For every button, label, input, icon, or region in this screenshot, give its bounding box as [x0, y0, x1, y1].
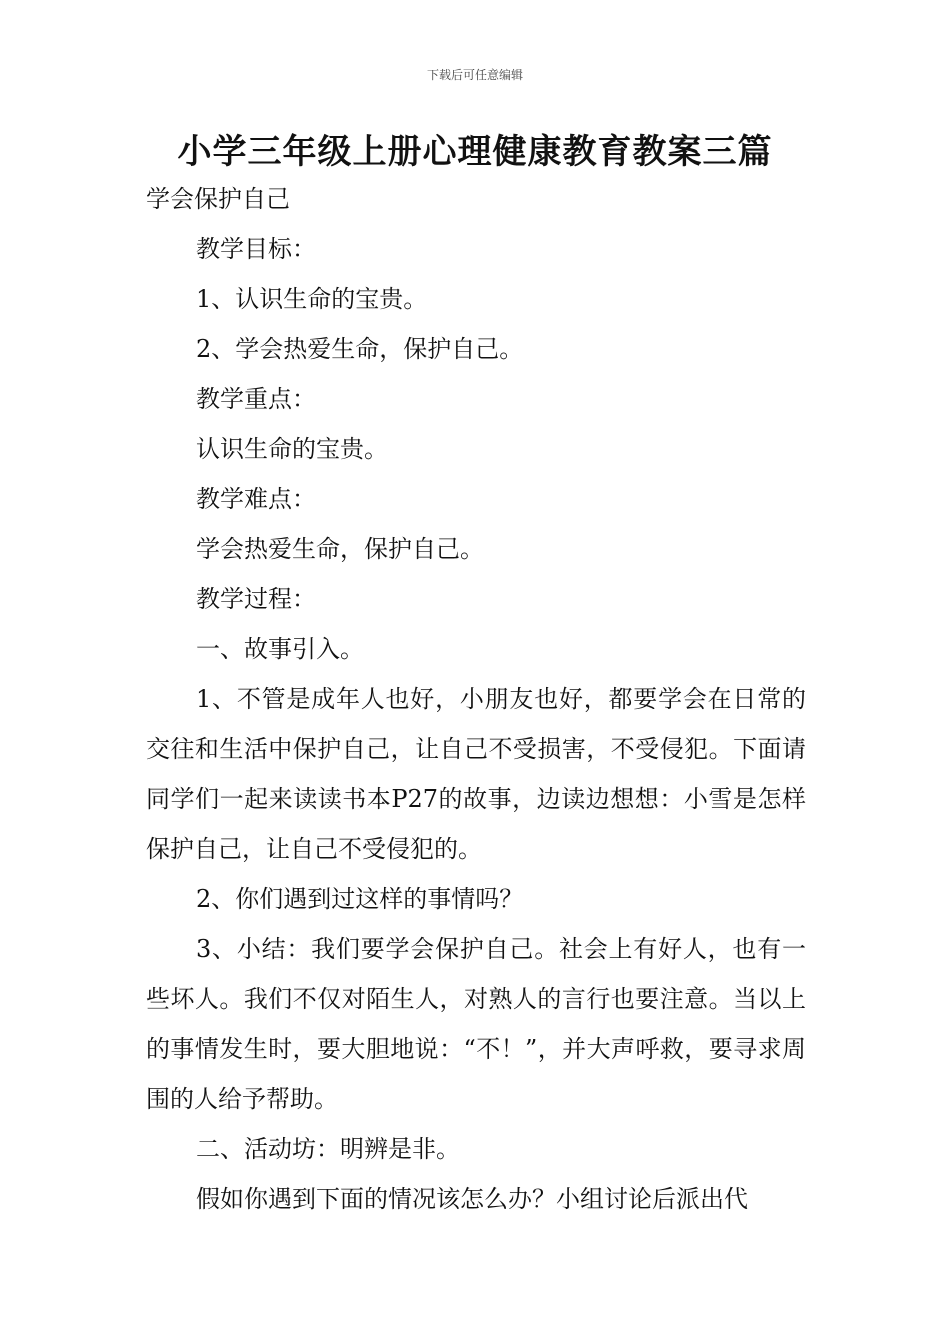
- paragraph: 3、小结：我们要学会保护自己。社会上有好人，也有一些坏人。我们不仅对陌生人，对熟人的言行也要注意。当以上的事情发生时，要大胆地说：“不！”，并大声呼救，要寻求周围的人给予帮助。: [146, 935, 806, 1113]
- section-heading: 学会保护自己: [146, 185, 290, 213]
- paragraph: 二、活动坊：明辨是非。: [196, 1135, 460, 1163]
- paragraph: 教学过程：: [196, 585, 316, 613]
- paragraph: 1、认识生命的宝贵。: [196, 285, 428, 313]
- paragraph: 假如你遇到下面的情况该怎么办？小组讨论后派出代: [196, 1185, 748, 1213]
- paragraph: 1、不管是成年人也好，小朋友也好，都要学会在日常的交往和生活中保护自己，让自己不受损害，不受侵犯。下面请同学们一起来读读书本P27的故事，边读边想想：小雪是怎样保护自己，让自己不受侵犯的。: [146, 685, 806, 863]
- document-body: [146, 174, 806, 1224]
- paragraph: 认识生命的宝贵。: [196, 435, 388, 463]
- paragraph: 学会热爱生命，保护自己。: [196, 535, 484, 563]
- page-header-note: 下载后可任意编辑: [426, 68, 523, 82]
- document-title: 小学三年级上册心理健康教育教案三篇: [177, 132, 773, 172]
- paragraph: 2、你们遇到过这样的事情吗？: [196, 885, 524, 913]
- paragraph: 2、学会热爱生命，保护自己。: [196, 335, 524, 363]
- paragraph: 教学重点：: [196, 385, 316, 413]
- paragraph: 一、故事引入。: [196, 635, 364, 663]
- paragraph: 教学目标：: [196, 235, 316, 263]
- paragraph: 教学难点：: [196, 485, 316, 513]
